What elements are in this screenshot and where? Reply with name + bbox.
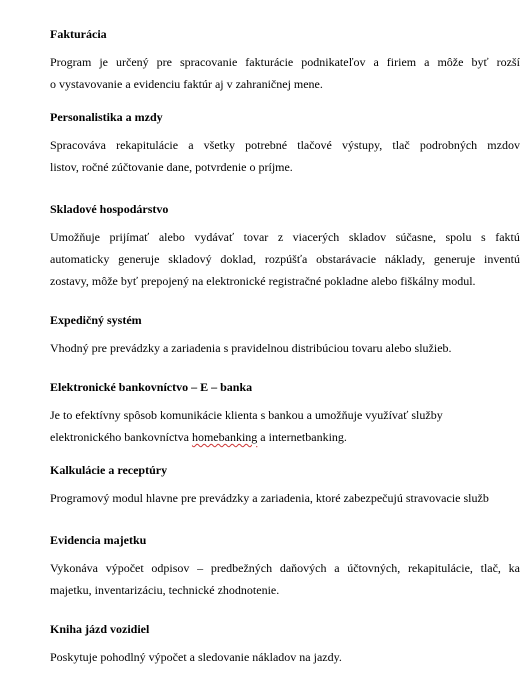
section-body	[50, 51, 520, 95]
section-body	[50, 134, 520, 178]
word: rozší	[496, 55, 520, 69]
word: tlač	[392, 138, 410, 152]
word: predbežných	[210, 561, 273, 575]
section-body	[50, 226, 520, 292]
word: rekapitulácie,	[407, 561, 473, 575]
word: obstarávacie	[316, 252, 377, 266]
word: s	[481, 230, 486, 244]
text-run: elektronického bankovníctva	[50, 430, 192, 444]
body-line: zostavy, môže byť prepojený na elektronické registračné pokladne alebo fiškálny modul.	[50, 274, 476, 288]
word: potrebné	[245, 138, 288, 152]
word: náklady,	[384, 252, 426, 266]
word: alebo	[158, 230, 185, 244]
body-line: majetku, inventarizáciu, technické zhodnotenie.	[50, 583, 280, 597]
word: výpočet	[105, 561, 144, 575]
section-heading: Kalkulácie a receptúry	[50, 463, 168, 477]
word: a	[424, 55, 430, 69]
word: pre	[156, 55, 172, 69]
word: Umožňuje	[50, 230, 100, 244]
body-line	[50, 134, 520, 156]
word: inventú	[483, 252, 520, 266]
section	[50, 380, 520, 448]
word: ka	[508, 561, 520, 575]
word: generuje	[118, 252, 160, 266]
word: môže	[437, 55, 464, 69]
word: tlač,	[480, 561, 501, 575]
section	[50, 313, 520, 359]
word: daňových	[279, 561, 327, 575]
word: všetky	[203, 138, 235, 152]
body-line: Poskytuje pohodlný výpočet a sledovanie nákladov na jazdy.	[50, 650, 342, 664]
word: firiem	[386, 55, 417, 69]
word: a	[373, 55, 379, 69]
word: Program	[50, 55, 92, 69]
body-line	[50, 51, 520, 73]
word: –	[197, 561, 204, 575]
word: faktú	[495, 230, 520, 244]
word: z	[277, 230, 284, 244]
body-line: listov, ročné zúčtovanie dane, potvrdenie o príjme.	[50, 160, 293, 174]
word: Spracováva	[50, 138, 106, 152]
section-heading: Expedičný systém	[50, 313, 142, 327]
word: mzdov	[487, 138, 520, 152]
word: je	[99, 55, 108, 69]
word: automaticky	[50, 252, 110, 266]
section	[50, 533, 520, 601]
body-line	[50, 226, 520, 248]
section-body	[50, 404, 520, 448]
word: prijímať	[109, 230, 150, 244]
word: rozpúšťa	[264, 252, 308, 266]
section-heading: Kniha jázd vozidiel	[50, 622, 150, 636]
word: tovar	[243, 230, 269, 244]
section-body	[50, 646, 520, 668]
word: a	[334, 561, 340, 575]
body-line	[50, 557, 520, 579]
text-run: a internetbanking.	[257, 430, 347, 444]
word: tlačové	[297, 138, 332, 152]
word: a	[188, 138, 194, 152]
word: vydávať	[194, 230, 235, 244]
word: byť	[471, 55, 489, 69]
section	[50, 622, 520, 668]
section	[50, 463, 520, 509]
section-heading: Fakturácia	[50, 27, 107, 41]
section-body	[50, 487, 520, 509]
body-line: Vhodný pre prevádzky a zariadenia s pravidelnou distribúciou tovaru alebo služieb.	[50, 341, 452, 355]
spellcheck-flagged-word: homebanking	[191, 430, 258, 444]
section	[50, 202, 520, 292]
section-heading: Personalistika a mzdy	[50, 110, 163, 124]
word: rekapitulácie	[116, 138, 179, 152]
word: generuje	[433, 252, 476, 266]
word: doklad,	[220, 252, 257, 266]
section-heading: Skladové hospodárstvo	[50, 202, 169, 216]
word: podrobných	[419, 138, 478, 152]
word: Vykonáva	[50, 561, 98, 575]
word: spracovanie	[179, 55, 238, 69]
word: fakturácie	[245, 55, 294, 69]
section-heading: Elektronické bankovníctvo – E – banka	[50, 380, 253, 394]
word: skladov	[348, 230, 387, 244]
body-line	[50, 248, 520, 270]
body-line: o vystavovanie a evidenciu faktúr aj v zahraničnej mene.	[50, 77, 323, 91]
body-line: Je to efektívny spôsob komunikácie klienta s bankou a umožňuje využívať služby	[50, 408, 443, 422]
word: spolu	[445, 230, 472, 244]
word: podnikateľov	[301, 55, 366, 69]
word: skladový	[168, 252, 212, 266]
word: účtovných,	[347, 561, 401, 575]
section-heading: Evidencia majetku	[50, 533, 147, 547]
word: viacerých	[292, 230, 340, 244]
word: odpisov	[151, 561, 190, 575]
section-body	[50, 557, 520, 601]
word: určený	[116, 55, 149, 69]
body-line	[50, 426, 520, 448]
word: súčasne,	[395, 230, 436, 244]
word: výstupy,	[342, 138, 383, 152]
body-line: Programový modul hlavne pre prevádzky a zariadenia, ktoré zabezpečujú stravovacie služb	[50, 491, 489, 505]
section	[50, 110, 520, 178]
section-body	[50, 337, 520, 359]
section	[50, 27, 520, 95]
